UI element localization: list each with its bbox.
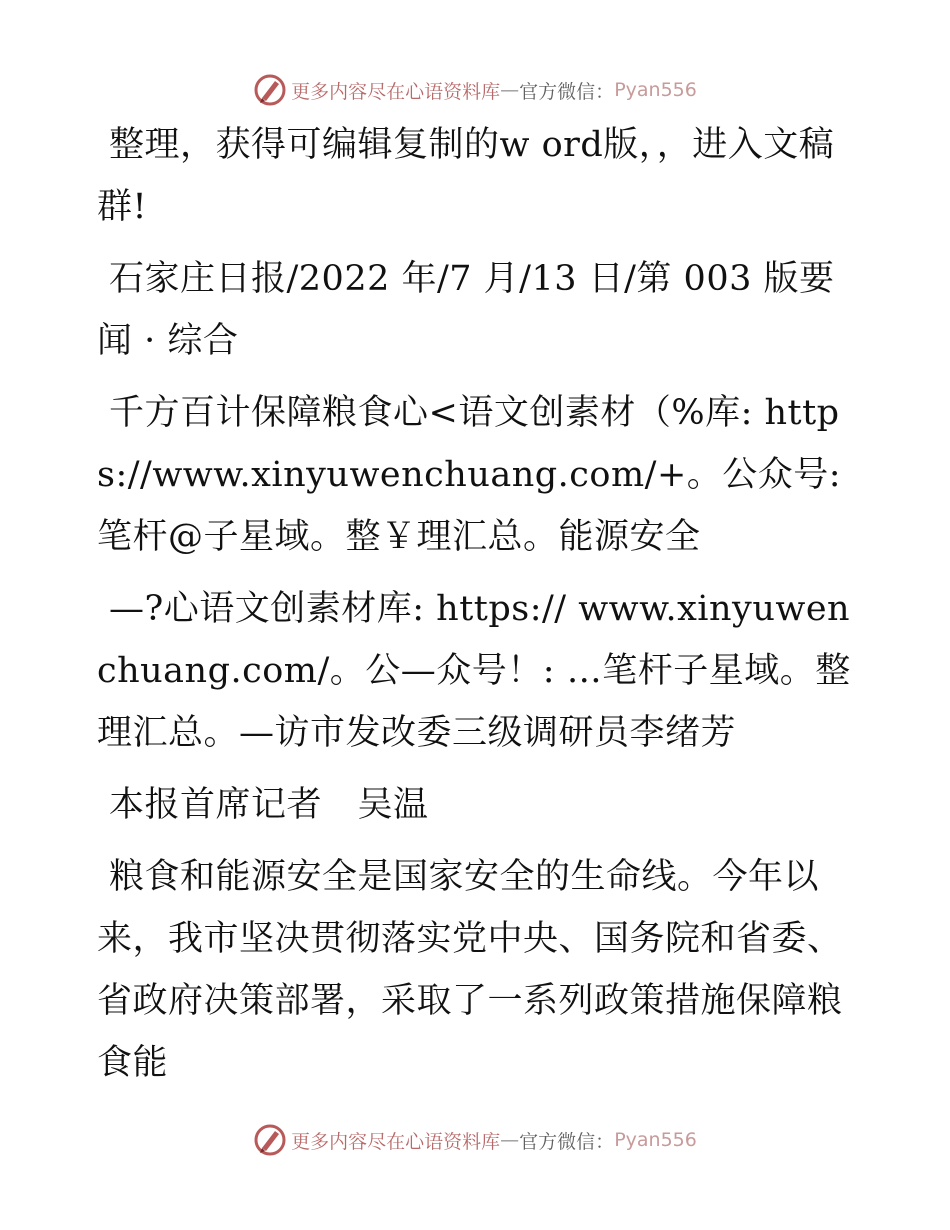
paragraph-headline: 千方百计保障粮食心<语文创素材（%库: https://www.xinyuwenchuang.com/+。公众号: 笔杆@子星域。整￥理汇总。能源安全 bbox=[97, 393, 842, 557]
watermark-link-text[interactable]: 更多内容尽在心语资料库 bbox=[291, 80, 501, 103]
paragraph-intro: 整理，获得可编辑复制的w ord版，，进入文稿群! bbox=[97, 125, 835, 227]
pen-logo-icon bbox=[253, 1123, 287, 1157]
watermark-banner-top bbox=[0, 70, 950, 110]
watermark-dash: — bbox=[500, 79, 520, 101]
watermark-wechat-id: Pyan556 bbox=[614, 79, 697, 101]
paragraph-subheadline: —?心语文创素材库: https:// www.xinyuwenchuang.com/。公—众号！: …笔杆子星域。整理汇总。—访市发改委三级调研员李绪芳 bbox=[97, 589, 851, 753]
watermark-dash: — bbox=[500, 1129, 520, 1151]
watermark-label: 官方微信： bbox=[519, 80, 615, 103]
watermark-link-text[interactable]: 更多内容尽在心语资料库 bbox=[291, 1130, 501, 1153]
paragraph-byline: 本报首席记者 吴温 bbox=[109, 785, 429, 825]
paragraph-body: 粮食和能源安全是国家安全的生命线。今年以来，我市坚决贯彻落实党中央、国务院和省委、省政府决策部署，采取了一系列政策措施保障粮食能 bbox=[97, 857, 843, 1083]
paragraph-source: 石家庄日报/2022 年/7 月/13 日/第 003 版要闻 · 综合 bbox=[97, 259, 835, 361]
watermark-banner-bottom bbox=[0, 1120, 950, 1160]
pen-logo-icon bbox=[253, 73, 287, 107]
watermark-wechat-id: Pyan556 bbox=[614, 1129, 697, 1151]
document-body bbox=[97, 114, 857, 1104]
watermark-label: 官方微信： bbox=[519, 1130, 615, 1153]
